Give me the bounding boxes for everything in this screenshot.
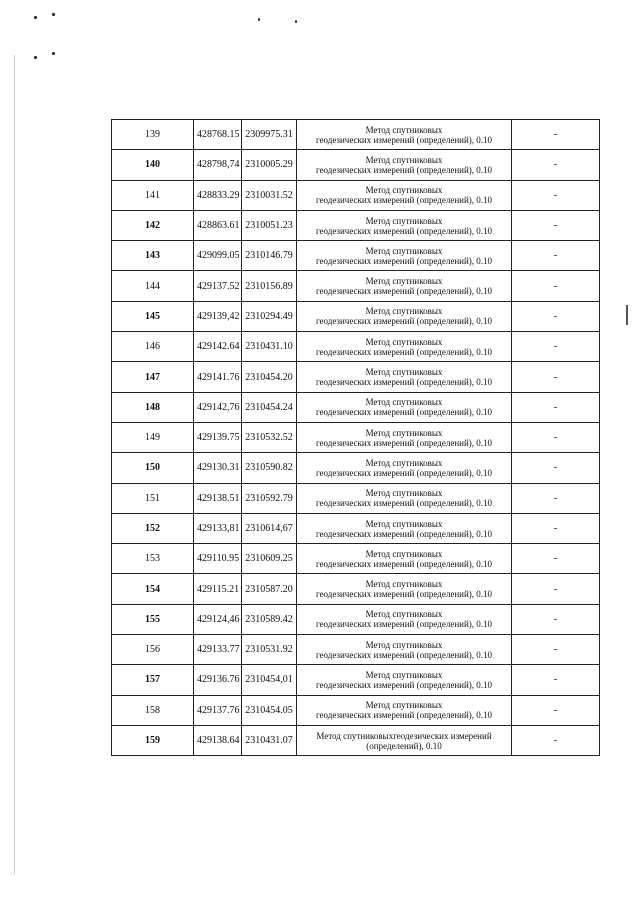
point-number-cell: 140	[112, 150, 194, 180]
y-coordinate-cell: 2310454,01	[242, 665, 297, 695]
table-body	[112, 120, 600, 756]
method-line-1: Метод спутниковых	[365, 367, 443, 378]
method-cell	[297, 453, 512, 483]
method-line-2: геодезических измерений (определений), 0.10	[315, 346, 493, 357]
point-number-cell: 139	[112, 120, 194, 150]
point-number-cell: 148	[112, 392, 194, 422]
note-cell: -	[512, 635, 600, 665]
note-cell: -	[512, 483, 600, 513]
method-cell	[297, 635, 512, 665]
note-cell: -	[512, 210, 600, 240]
x-coordinate-cell: 429136.76	[194, 665, 242, 695]
method-line-2: геодезических измерений (определений), 0.10	[315, 467, 493, 478]
x-coordinate-cell: 429141.76	[194, 362, 242, 392]
y-coordinate-cell: 2309975.31	[242, 120, 297, 150]
method-line-1: Метод спутниковых	[365, 245, 443, 256]
table-row	[112, 150, 600, 180]
method-line-2: геодезических измерений (определений), 0.10	[315, 316, 493, 327]
table-row	[112, 453, 600, 483]
method-cell	[297, 271, 512, 301]
note-cell: -	[512, 332, 600, 362]
method-line-1: Метод спутниковых	[365, 639, 443, 650]
x-coordinate-cell: 428863.61	[194, 210, 242, 240]
method-cell	[297, 483, 512, 513]
method-line-2: геодезических измерений (определений), 0.10	[315, 679, 493, 690]
note-cell: -	[512, 150, 600, 180]
scan-speck	[295, 20, 297, 23]
y-coordinate-cell: 2310614,67	[242, 513, 297, 543]
point-number-cell: 141	[112, 180, 194, 210]
method-line-1: Метод спутниковых	[365, 457, 443, 468]
note-cell: -	[512, 180, 600, 210]
note-cell: -	[512, 362, 600, 392]
note-cell: -	[512, 392, 600, 422]
x-coordinate-cell: 428833.29	[194, 180, 242, 210]
method-cell	[297, 695, 512, 725]
x-coordinate-cell: 429130.31	[194, 453, 242, 483]
method-line-1: Метод спутниковых	[365, 427, 443, 438]
table-row	[112, 725, 600, 755]
method-line-2: геодезических измерений (определений), 0.10	[315, 558, 493, 569]
x-coordinate-cell: 429099.05	[194, 241, 242, 271]
x-coordinate-cell: 429139,42	[194, 301, 242, 331]
point-number-cell: 150	[112, 453, 194, 483]
note-cell: -	[512, 241, 600, 271]
method-line-1: Метод спутниковых	[365, 669, 443, 680]
method-cell	[297, 332, 512, 362]
method-line-1: Метод спутниковых	[365, 609, 443, 620]
table-row	[112, 604, 600, 634]
method-line-1: Метод спутниковых	[365, 185, 443, 196]
method-line-2: геодезических измерений (определений), 0.10	[315, 164, 493, 175]
table-row	[112, 422, 600, 452]
table-row	[112, 574, 600, 604]
table-row	[112, 210, 600, 240]
scan-edge-line	[14, 55, 15, 875]
y-coordinate-cell: 2310156.89	[242, 271, 297, 301]
method-line-2: геодезических измерений (определений), 0.10	[315, 528, 493, 539]
table-row	[112, 301, 600, 331]
method-line-2: геодезических измерений (определений), 0.10	[315, 619, 493, 630]
point-number-cell: 155	[112, 604, 194, 634]
point-number-cell: 159	[112, 725, 194, 755]
note-cell: -	[512, 574, 600, 604]
x-coordinate-cell: 429133,81	[194, 513, 242, 543]
x-coordinate-cell: 429142,76	[194, 392, 242, 422]
y-coordinate-cell: 2310532.52	[242, 422, 297, 452]
point-number-cell: 154	[112, 574, 194, 604]
note-cell: -	[512, 453, 600, 483]
point-number-cell: 152	[112, 513, 194, 543]
note-cell: -	[512, 665, 600, 695]
scan-speck	[258, 18, 260, 21]
point-number-cell: 143	[112, 241, 194, 271]
x-coordinate-cell: 429115.21	[194, 574, 242, 604]
table-row	[112, 120, 600, 150]
y-coordinate-cell: 2310146.79	[242, 241, 297, 271]
method-line-2: геодезических измерений (определений), 0.10	[315, 286, 493, 297]
table-row	[112, 180, 600, 210]
method-line-2: геодезических измерений (определений), 0.10	[315, 498, 493, 509]
table-row	[112, 513, 600, 543]
note-cell: -	[512, 513, 600, 543]
scan-speck	[52, 13, 55, 16]
table-row	[112, 271, 600, 301]
point-number-cell: 147	[112, 362, 194, 392]
method-line-1: Метод спутниковых	[365, 488, 443, 499]
method-cell	[297, 241, 512, 271]
method-line-2: геодезических измерений (определений), 0.10	[315, 225, 493, 236]
table-row	[112, 483, 600, 513]
point-number-cell: 156	[112, 635, 194, 665]
method-line-2: геодезических измерений (определений), 0.10	[315, 437, 493, 448]
point-number-cell: 151	[112, 483, 194, 513]
method-cell	[297, 362, 512, 392]
table-row	[112, 241, 600, 271]
point-number-cell: 144	[112, 271, 194, 301]
y-coordinate-cell: 2310592.79	[242, 483, 297, 513]
method-line-2: геодезических измерений (определений), 0.10	[315, 255, 493, 266]
x-coordinate-cell: 428768.15	[194, 120, 242, 150]
scan-speck	[52, 52, 55, 55]
note-cell: -	[512, 271, 600, 301]
x-coordinate-cell: 429137.76	[194, 695, 242, 725]
note-cell: -	[512, 604, 600, 634]
method-cell	[297, 210, 512, 240]
point-number-cell: 153	[112, 544, 194, 574]
table-row	[112, 665, 600, 695]
y-coordinate-cell: 2310005.29	[242, 150, 297, 180]
table-row	[112, 695, 600, 725]
x-coordinate-cell: 429138.64	[194, 725, 242, 755]
y-coordinate-cell: 2310431.07	[242, 725, 297, 755]
point-number-cell: 157	[112, 665, 194, 695]
method-cell	[297, 180, 512, 210]
y-coordinate-cell: 2310587.20	[242, 574, 297, 604]
method-line-2: геодезических измерений (определений), 0.10	[315, 134, 493, 145]
x-coordinate-cell: 429137.52	[194, 271, 242, 301]
note-cell: -	[512, 301, 600, 331]
method-cell	[297, 513, 512, 543]
method-line-2: (определений), 0.10	[366, 740, 442, 751]
y-coordinate-cell: 2310294.49	[242, 301, 297, 331]
x-coordinate-cell: 429124,46	[194, 604, 242, 634]
method-line-1: Метод спутниковых	[365, 700, 443, 711]
scan-edge-mark	[626, 305, 628, 325]
scan-speck	[34, 16, 37, 19]
table-row	[112, 332, 600, 362]
method-line-2: геодезических измерений (определений), 0.10	[315, 649, 493, 660]
method-line-2: геодезических измерений (определений), 0.10	[315, 589, 493, 600]
x-coordinate-cell: 429133.77	[194, 635, 242, 665]
x-coordinate-cell: 429142.64	[194, 332, 242, 362]
note-cell: -	[512, 695, 600, 725]
method-line-2: геодезических измерений (определений), 0.10	[315, 407, 493, 418]
method-cell	[297, 725, 512, 755]
y-coordinate-cell: 2310454.20	[242, 362, 297, 392]
y-coordinate-cell: 2310609.25	[242, 544, 297, 574]
method-cell	[297, 150, 512, 180]
point-number-cell: 146	[112, 332, 194, 362]
method-line-1: Метод спутниковых	[365, 397, 443, 408]
y-coordinate-cell: 2310531.92	[242, 635, 297, 665]
method-line-1: Метод спутниковых	[365, 154, 443, 165]
method-line-1: Метод спутниковых	[365, 518, 443, 529]
x-coordinate-cell: 429139.75	[194, 422, 242, 452]
method-line-1: Метод спутниковых	[365, 306, 443, 317]
method-cell	[297, 574, 512, 604]
y-coordinate-cell: 2310589.42	[242, 604, 297, 634]
note-cell: -	[512, 544, 600, 574]
point-number-cell: 145	[112, 301, 194, 331]
method-line-1: Метод спутниковыхгеодезических измерений	[316, 730, 492, 741]
table-row	[112, 635, 600, 665]
method-line-1: Метод спутниковых	[365, 276, 443, 287]
point-number-cell: 142	[112, 210, 194, 240]
y-coordinate-cell: 2310454.24	[242, 392, 297, 422]
coordinates-table	[111, 119, 600, 756]
method-line-1: Метод спутниковых	[365, 215, 443, 226]
method-line-2: геодезических измерений (определений), 0.10	[315, 195, 493, 206]
x-coordinate-cell: 428798,74	[194, 150, 242, 180]
method-cell	[297, 544, 512, 574]
method-cell	[297, 392, 512, 422]
method-line-1: Метод спутниковых	[365, 124, 443, 135]
method-cell	[297, 604, 512, 634]
y-coordinate-cell: 2310590.82	[242, 453, 297, 483]
method-cell	[297, 120, 512, 150]
table-row	[112, 392, 600, 422]
method-line-1: Метод спутниковых	[365, 579, 443, 590]
table-row	[112, 362, 600, 392]
scan-speck	[34, 56, 37, 59]
method-cell	[297, 422, 512, 452]
y-coordinate-cell: 2310051.23	[242, 210, 297, 240]
note-cell: -	[512, 120, 600, 150]
note-cell: -	[512, 725, 600, 755]
x-coordinate-cell: 429138.51	[194, 483, 242, 513]
point-number-cell: 149	[112, 422, 194, 452]
y-coordinate-cell: 2310454.05	[242, 695, 297, 725]
method-line-1: Метод спутниковых	[365, 336, 443, 347]
point-number-cell: 158	[112, 695, 194, 725]
method-cell	[297, 301, 512, 331]
note-cell: -	[512, 422, 600, 452]
table-row	[112, 544, 600, 574]
method-line-1: Метод спутниковых	[365, 548, 443, 559]
y-coordinate-cell: 2310431.10	[242, 332, 297, 362]
method-line-2: геодезических измерений (определений), 0.10	[315, 377, 493, 388]
method-cell	[297, 665, 512, 695]
x-coordinate-cell: 429110.95	[194, 544, 242, 574]
method-line-2: геодезических измерений (определений), 0.10	[315, 710, 493, 721]
y-coordinate-cell: 2310031.52	[242, 180, 297, 210]
